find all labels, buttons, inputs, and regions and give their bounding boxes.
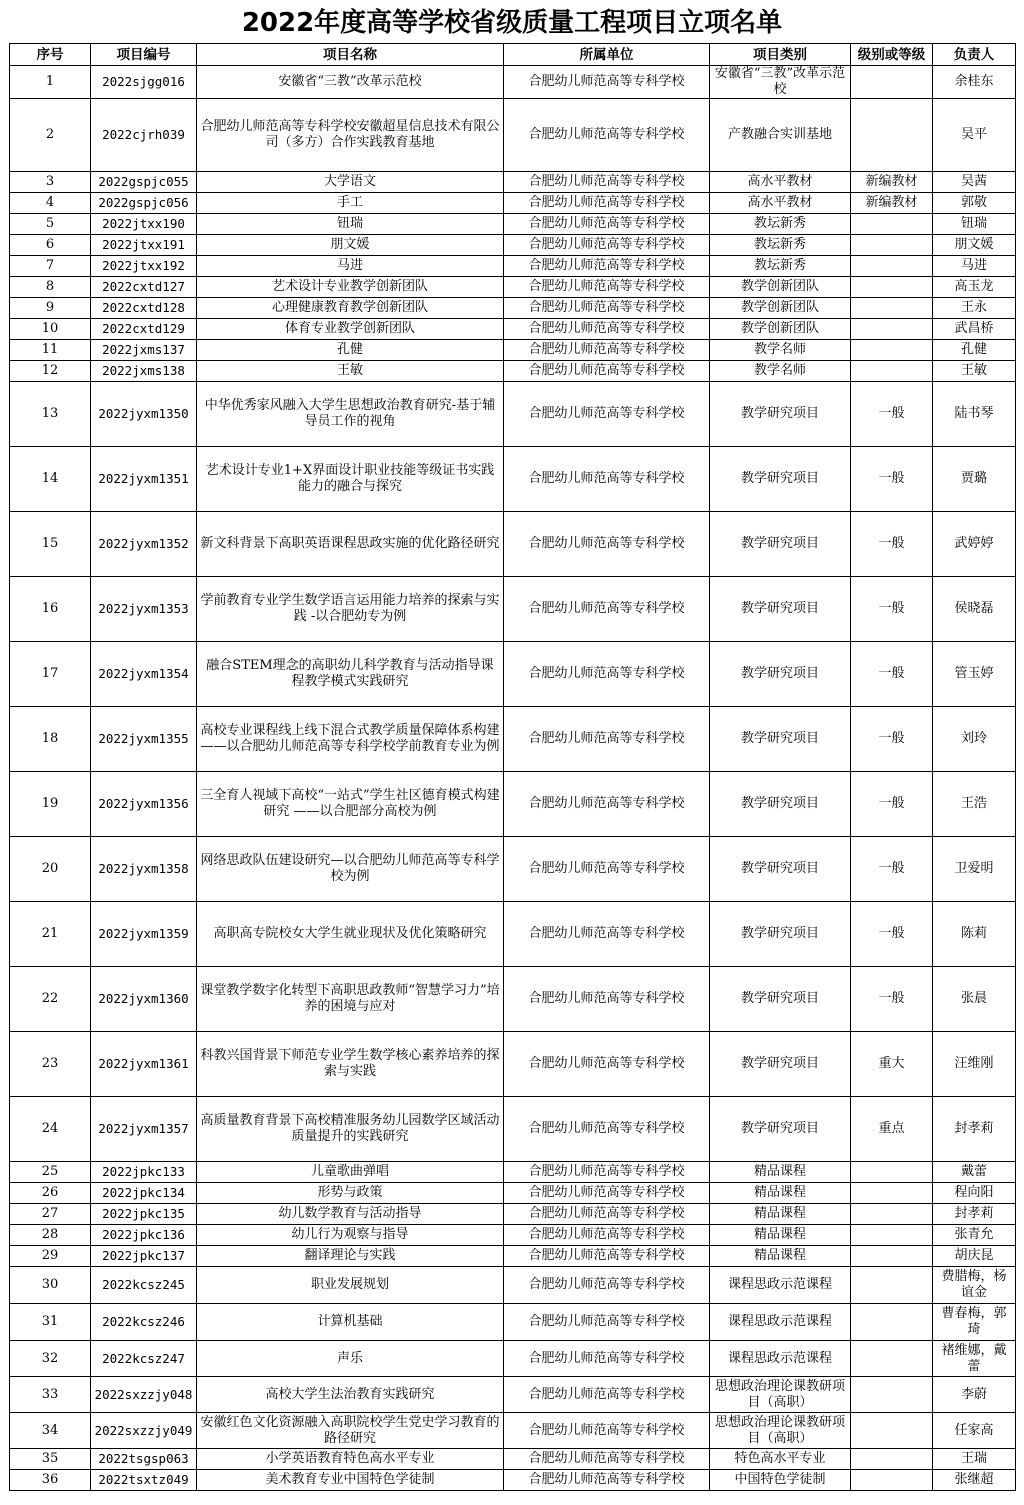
cell-code: 2022jtxx192 — [91, 256, 197, 277]
cell-leader: 王敏 — [933, 361, 1016, 382]
cell-code: 2022jyxm1351 — [91, 447, 197, 512]
cell-unit: 合肥幼儿师范高等专科学校 — [504, 1449, 710, 1470]
cell-no: 33 — [10, 1377, 91, 1413]
cell-name: 形势与政策 — [197, 1183, 504, 1204]
cell-no: 7 — [10, 256, 91, 277]
cell-category: 课程思政示范课程 — [710, 1304, 851, 1341]
cell-level: 重大 — [851, 1032, 933, 1097]
table-row — [10, 837, 1016, 902]
cell-category: 教学名师 — [710, 361, 851, 382]
cell-no: 29 — [10, 1246, 91, 1267]
cell-level: 一般 — [851, 837, 933, 902]
cell-level — [851, 1183, 933, 1204]
cell-leader: 余桂东 — [933, 66, 1016, 99]
cell-category: 课程思政示范课程 — [710, 1341, 851, 1377]
header-code: 项目编号 — [91, 44, 197, 66]
table-row — [10, 447, 1016, 512]
cell-category: 教学创新团队 — [710, 298, 851, 319]
cell-level — [851, 99, 933, 172]
cell-level: 一般 — [851, 577, 933, 642]
cell-leader: 汪维刚 — [933, 1032, 1016, 1097]
table-row — [10, 1183, 1016, 1204]
cell-no: 10 — [10, 319, 91, 340]
cell-unit: 合肥幼儿师范高等专科学校 — [504, 1341, 710, 1377]
cell-name: 王敏 — [197, 361, 504, 382]
cell-code: 2022jyxm1354 — [91, 642, 197, 707]
cell-no: 20 — [10, 837, 91, 902]
cell-no: 2 — [10, 99, 91, 172]
cell-leader: 程向阳 — [933, 1183, 1016, 1204]
cell-unit: 合肥幼儿师范高等专科学校 — [504, 1377, 710, 1413]
cell-no: 18 — [10, 707, 91, 772]
cell-no: 26 — [10, 1183, 91, 1204]
cell-category: 精品课程 — [710, 1246, 851, 1267]
cell-no: 25 — [10, 1162, 91, 1183]
cell-category: 教坛新秀 — [710, 256, 851, 277]
cell-no: 14 — [10, 447, 91, 512]
cell-leader: 张青允 — [933, 1225, 1016, 1246]
cell-name: 高质量教育背景下高校精准服务幼儿园数学区域活动质量提升的实践研究 — [197, 1097, 504, 1162]
cell-category: 高水平教材 — [710, 193, 851, 214]
cell-level — [851, 1341, 933, 1377]
cell-leader: 曹春梅，郭琦 — [933, 1304, 1016, 1341]
table-row — [10, 340, 1016, 361]
cell-no: 16 — [10, 577, 91, 642]
cell-level — [851, 1413, 933, 1449]
cell-leader: 胡庆昆 — [933, 1246, 1016, 1267]
header-unit: 所属单位 — [504, 44, 710, 66]
cell-code: 2022sjgg016 — [91, 66, 197, 99]
cell-no: 17 — [10, 642, 91, 707]
cell-name: 高校大学生法治教育实践研究 — [197, 1377, 504, 1413]
page-title: 2022年度高等学校省级质量工程项目立项名单 — [241, 8, 783, 38]
cell-name: 安徽省“三教”改革示范校 — [197, 66, 504, 99]
cell-unit: 合肥幼儿师范高等专科学校 — [504, 1304, 710, 1341]
cell-level — [851, 214, 933, 235]
cell-name: 三全育人视域下高校“一站式”学生社区德育模式构建研究 ——以合肥部分高校为例 — [197, 772, 504, 837]
cell-no: 36 — [10, 1470, 91, 1491]
cell-unit: 合肥幼儿师范高等专科学校 — [504, 1246, 710, 1267]
cell-category: 教学研究项目 — [710, 447, 851, 512]
cell-no: 13 — [10, 382, 91, 447]
cell-code: 2022jyxm1352 — [91, 512, 197, 577]
cell-unit: 合肥幼儿师范高等专科学校 — [504, 99, 710, 172]
table-row — [10, 172, 1016, 193]
table-row — [10, 235, 1016, 256]
cell-level — [851, 340, 933, 361]
cell-no: 32 — [10, 1341, 91, 1377]
cell-no: 30 — [10, 1267, 91, 1304]
cell-unit: 合肥幼儿师范高等专科学校 — [504, 1204, 710, 1225]
cell-name: 学前教育专业学生数学语言运用能力培养的探索与实践 -以合肥幼专为例 — [197, 577, 504, 642]
cell-code: 2022cxtd128 — [91, 298, 197, 319]
table-row — [10, 319, 1016, 340]
cell-code: 2022jyxm1361 — [91, 1032, 197, 1097]
cell-code: 2022jyxm1357 — [91, 1097, 197, 1162]
cell-code: 2022kcsz245 — [91, 1267, 197, 1304]
cell-category: 精品课程 — [710, 1162, 851, 1183]
cell-category: 高水平教材 — [710, 172, 851, 193]
cell-category: 精品课程 — [710, 1225, 851, 1246]
cell-no: 12 — [10, 361, 91, 382]
cell-name: 职业发展规划 — [197, 1267, 504, 1304]
cell-no: 34 — [10, 1413, 91, 1449]
project-table — [9, 43, 1016, 1491]
cell-name: 中华优秀家风融入大学生思想政治教育研究-基于辅导员工作的视角 — [197, 382, 504, 447]
cell-category: 教学研究项目 — [710, 512, 851, 577]
cell-name: 计算机基础 — [197, 1304, 504, 1341]
cell-leader: 高玉龙 — [933, 277, 1016, 298]
cell-code: 2022tsxtz049 — [91, 1470, 197, 1491]
table-row — [10, 256, 1016, 277]
cell-name: 幼儿数学教育与活动指导 — [197, 1204, 504, 1225]
cell-category: 教学研究项目 — [710, 1032, 851, 1097]
cell-name: 心理健康教育教学创新团队 — [197, 298, 504, 319]
cell-name: 马进 — [197, 256, 504, 277]
cell-code: 2022gspjc056 — [91, 193, 197, 214]
cell-code: 2022jyxm1355 — [91, 707, 197, 772]
cell-name: 艺术设计专业教学创新团队 — [197, 277, 504, 298]
cell-level: 一般 — [851, 967, 933, 1032]
cell-leader: 侯晓磊 — [933, 577, 1016, 642]
cell-no: 5 — [10, 214, 91, 235]
cell-leader: 封孝莉 — [933, 1097, 1016, 1162]
cell-no: 1 — [10, 66, 91, 99]
cell-unit: 合肥幼儿师范高等专科学校 — [504, 447, 710, 512]
table-row — [10, 66, 1016, 99]
header-category: 项目类别 — [710, 44, 851, 66]
cell-level — [851, 1267, 933, 1304]
cell-level — [851, 319, 933, 340]
table-row — [10, 298, 1016, 319]
table-row — [10, 1032, 1016, 1097]
cell-leader: 陆书琴 — [933, 382, 1016, 447]
cell-category: 教坛新秀 — [710, 214, 851, 235]
cell-name: 钮瑞 — [197, 214, 504, 235]
cell-category: 精品课程 — [710, 1204, 851, 1225]
cell-category: 产教融合实训基地 — [710, 99, 851, 172]
cell-level: 新编教材 — [851, 172, 933, 193]
cell-category: 思想政治理论课教研项目（高职） — [710, 1377, 851, 1413]
cell-code: 2022jpkc133 — [91, 1162, 197, 1183]
table-row — [10, 1341, 1016, 1377]
cell-name: 朋文媛 — [197, 235, 504, 256]
cell-unit: 合肥幼儿师范高等专科学校 — [504, 1225, 710, 1246]
cell-unit: 合肥幼儿师范高等专科学校 — [504, 1470, 710, 1491]
cell-level — [851, 1246, 933, 1267]
cell-code: 2022jpkc136 — [91, 1225, 197, 1246]
cell-level — [851, 256, 933, 277]
cell-code: 2022cjrh039 — [91, 99, 197, 172]
table-header-row — [10, 44, 1016, 66]
cell-code: 2022jpkc137 — [91, 1246, 197, 1267]
cell-code: 2022jyxm1356 — [91, 772, 197, 837]
cell-unit: 合肥幼儿师范高等专科学校 — [504, 1413, 710, 1449]
cell-category: 教学研究项目 — [710, 642, 851, 707]
cell-level: 新编教材 — [851, 193, 933, 214]
cell-category: 教学创新团队 — [710, 277, 851, 298]
cell-code: 2022jyxm1350 — [91, 382, 197, 447]
cell-category: 教学研究项目 — [710, 902, 851, 967]
cell-unit: 合肥幼儿师范高等专科学校 — [504, 1162, 710, 1183]
cell-code: 2022jyxm1358 — [91, 837, 197, 902]
cell-level — [851, 235, 933, 256]
cell-name: 美术教育专业中国特色学徒制 — [197, 1470, 504, 1491]
cell-code: 2022jpkc135 — [91, 1204, 197, 1225]
cell-leader: 武昌桥 — [933, 319, 1016, 340]
cell-unit: 合肥幼儿师范高等专科学校 — [504, 772, 710, 837]
table-row — [10, 1377, 1016, 1413]
table-row — [10, 1162, 1016, 1183]
table-row — [10, 1097, 1016, 1162]
cell-category: 教学名师 — [710, 340, 851, 361]
cell-name: 合肥幼儿师范高等专科学校安徽超星信息技术有限公司（多方）合作实践教育基地 — [197, 99, 504, 172]
cell-leader: 王浩 — [933, 772, 1016, 837]
cell-code: 2022jpkc134 — [91, 1183, 197, 1204]
table-row — [10, 1470, 1016, 1491]
header-level: 级别或等级 — [851, 44, 933, 66]
cell-unit: 合肥幼儿师范高等专科学校 — [504, 172, 710, 193]
cell-leader: 武婷婷 — [933, 512, 1016, 577]
cell-level: 重点 — [851, 1097, 933, 1162]
cell-level — [851, 298, 933, 319]
cell-no: 4 — [10, 193, 91, 214]
table-row — [10, 1204, 1016, 1225]
table-row — [10, 382, 1016, 447]
cell-category: 特色高水平专业 — [710, 1449, 851, 1470]
cell-leader: 李蔚 — [933, 1377, 1016, 1413]
cell-leader: 陈莉 — [933, 902, 1016, 967]
cell-code: 2022jxms137 — [91, 340, 197, 361]
table-body — [10, 66, 1016, 1491]
cell-category: 思想政治理论课教研项目（高职） — [710, 1413, 851, 1449]
cell-leader: 孔健 — [933, 340, 1016, 361]
table-row — [10, 214, 1016, 235]
cell-level — [851, 361, 933, 382]
cell-unit: 合肥幼儿师范高等专科学校 — [504, 1183, 710, 1204]
cell-no: 22 — [10, 967, 91, 1032]
cell-unit: 合肥幼儿师范高等专科学校 — [504, 235, 710, 256]
cell-name: 幼儿行为观察与指导 — [197, 1225, 504, 1246]
cell-leader: 褚维娜，戴蕾 — [933, 1341, 1016, 1377]
table-row — [10, 1267, 1016, 1304]
cell-code: 2022jxms138 — [91, 361, 197, 382]
cell-category: 课程思政示范课程 — [710, 1267, 851, 1304]
cell-code: 2022tsgsp063 — [91, 1449, 197, 1470]
cell-unit: 合肥幼儿师范高等专科学校 — [504, 340, 710, 361]
cell-unit: 合肥幼儿师范高等专科学校 — [504, 1097, 710, 1162]
cell-level — [851, 277, 933, 298]
cell-level — [851, 1225, 933, 1246]
cell-unit: 合肥幼儿师范高等专科学校 — [504, 382, 710, 447]
cell-leader: 刘玲 — [933, 707, 1016, 772]
cell-level: 一般 — [851, 642, 933, 707]
header-name: 项目名称 — [197, 44, 504, 66]
cell-level — [851, 1377, 933, 1413]
cell-name: 新文科背景下高职英语课程思政实施的优化路径研究 — [197, 512, 504, 577]
cell-name: 儿童歌曲弹唱 — [197, 1162, 504, 1183]
table-row — [10, 361, 1016, 382]
cell-code: 2022sxzzjy048 — [91, 1377, 197, 1413]
cell-code: 2022cxtd129 — [91, 319, 197, 340]
cell-category: 教学研究项目 — [710, 967, 851, 1032]
table-row — [10, 1413, 1016, 1449]
table-row — [10, 772, 1016, 837]
cell-leader: 郭敬 — [933, 193, 1016, 214]
table-row — [10, 512, 1016, 577]
cell-name: 声乐 — [197, 1341, 504, 1377]
cell-level — [851, 1449, 933, 1470]
table-row — [10, 902, 1016, 967]
cell-name: 高校专业课程线上线下混合式教学质量保障体系构建——以合肥幼儿师范高等专科学校学前教育专业为例 — [197, 707, 504, 772]
cell-category: 教学研究项目 — [710, 1097, 851, 1162]
table-row — [10, 967, 1016, 1032]
cell-unit: 合肥幼儿师范高等专科学校 — [504, 577, 710, 642]
table-row — [10, 1304, 1016, 1341]
cell-level: 一般 — [851, 382, 933, 447]
cell-unit: 合肥幼儿师范高等专科学校 — [504, 319, 710, 340]
cell-level: 一般 — [851, 772, 933, 837]
cell-unit: 合肥幼儿师范高等专科学校 — [504, 361, 710, 382]
cell-leader: 费腊梅，杨谊金 — [933, 1267, 1016, 1304]
cell-unit: 合肥幼儿师范高等专科学校 — [504, 277, 710, 298]
cell-level: 一般 — [851, 447, 933, 512]
cell-unit: 合肥幼儿师范高等专科学校 — [504, 66, 710, 99]
cell-leader: 张继超 — [933, 1470, 1016, 1491]
cell-no: 23 — [10, 1032, 91, 1097]
cell-unit: 合肥幼儿师范高等专科学校 — [504, 902, 710, 967]
cell-leader: 卫爱明 — [933, 837, 1016, 902]
cell-name: 艺术设计专业1+X界面设计职业技能等级证书实践能力的融合与探究 — [197, 447, 504, 512]
cell-unit: 合肥幼儿师范高等专科学校 — [504, 642, 710, 707]
cell-name: 高职高专院校女大学生就业现状及优化策略研究 — [197, 902, 504, 967]
cell-no: 35 — [10, 1449, 91, 1470]
cell-unit: 合肥幼儿师范高等专科学校 — [504, 512, 710, 577]
cell-unit: 合肥幼儿师范高等专科学校 — [504, 298, 710, 319]
cell-category: 教学研究项目 — [710, 577, 851, 642]
cell-leader: 王瑞 — [933, 1449, 1016, 1470]
cell-name: 小学英语教育特色高水平专业 — [197, 1449, 504, 1470]
cell-code: 2022cxtd127 — [91, 277, 197, 298]
cell-name: 大学语文 — [197, 172, 504, 193]
cell-level — [851, 66, 933, 99]
cell-category: 精品课程 — [710, 1183, 851, 1204]
cell-code: 2022gspjc055 — [91, 172, 197, 193]
cell-no: 19 — [10, 772, 91, 837]
cell-name: 安徽红色文化资源融入高职院校学生党史学习教育的路径研究 — [197, 1413, 504, 1449]
cell-unit: 合肥幼儿师范高等专科学校 — [504, 256, 710, 277]
table-row — [10, 642, 1016, 707]
cell-name: 手工 — [197, 193, 504, 214]
cell-unit: 合肥幼儿师范高等专科学校 — [504, 1032, 710, 1097]
table-row — [10, 1225, 1016, 1246]
cell-code: 2022kcsz246 — [91, 1304, 197, 1341]
cell-leader: 封孝莉 — [933, 1204, 1016, 1225]
cell-no: 28 — [10, 1225, 91, 1246]
cell-leader: 贾璐 — [933, 447, 1016, 512]
cell-name: 网络思政队伍建设研究—以合肥幼儿师范高等专科学校为例 — [197, 837, 504, 902]
cell-code: 2022jtxx190 — [91, 214, 197, 235]
cell-no: 8 — [10, 277, 91, 298]
cell-level — [851, 1204, 933, 1225]
cell-no: 11 — [10, 340, 91, 361]
cell-unit: 合肥幼儿师范高等专科学校 — [504, 214, 710, 235]
cell-level: 一般 — [851, 512, 933, 577]
table-row — [10, 193, 1016, 214]
cell-name: 孔健 — [197, 340, 504, 361]
table-row — [10, 1449, 1016, 1470]
cell-category: 教坛新秀 — [710, 235, 851, 256]
cell-leader: 任家高 — [933, 1413, 1016, 1449]
cell-category: 中国特色学徒制 — [710, 1470, 851, 1491]
cell-code: 2022jtxx191 — [91, 235, 197, 256]
cell-no: 6 — [10, 235, 91, 256]
table-row — [10, 99, 1016, 172]
table-row — [10, 707, 1016, 772]
cell-leader: 朋文媛 — [933, 235, 1016, 256]
cell-category: 安徽省“三教”改革示范校 — [710, 66, 851, 99]
cell-name: 体育专业教学创新团队 — [197, 319, 504, 340]
cell-name: 科教兴国背景下师范专业学生数学核心素养培养的探索与实践 — [197, 1032, 504, 1097]
cell-leader: 戴蕾 — [933, 1162, 1016, 1183]
cell-no: 9 — [10, 298, 91, 319]
cell-no: 31 — [10, 1304, 91, 1341]
cell-code: 2022sxzzjy049 — [91, 1413, 197, 1449]
cell-code: 2022jyxm1359 — [91, 902, 197, 967]
cell-level: 一般 — [851, 902, 933, 967]
cell-category: 教学研究项目 — [710, 837, 851, 902]
cell-leader: 钮瑞 — [933, 214, 1016, 235]
header-no: 序号 — [10, 44, 91, 66]
cell-leader: 马进 — [933, 256, 1016, 277]
cell-no: 21 — [10, 902, 91, 967]
cell-no: 15 — [10, 512, 91, 577]
cell-leader: 张晨 — [933, 967, 1016, 1032]
cell-no: 24 — [10, 1097, 91, 1162]
cell-level — [851, 1304, 933, 1341]
cell-name: 翻译理论与实践 — [197, 1246, 504, 1267]
cell-unit: 合肥幼儿师范高等专科学校 — [504, 967, 710, 1032]
cell-code: 2022kcsz247 — [91, 1341, 197, 1377]
cell-no: 3 — [10, 172, 91, 193]
cell-leader: 吴平 — [933, 99, 1016, 172]
cell-leader: 王永 — [933, 298, 1016, 319]
cell-unit: 合肥幼儿师范高等专科学校 — [504, 193, 710, 214]
cell-unit: 合肥幼儿师范高等专科学校 — [504, 837, 710, 902]
cell-code: 2022jyxm1360 — [91, 967, 197, 1032]
cell-level: 一般 — [851, 707, 933, 772]
table-row — [10, 1246, 1016, 1267]
cell-leader: 吴茜 — [933, 172, 1016, 193]
cell-name: 课堂教学数字化转型下高职思政教师“智慧学习力”培养的困境与应对 — [197, 967, 504, 1032]
table-row — [10, 577, 1016, 642]
cell-code: 2022jyxm1353 — [91, 577, 197, 642]
cell-name: 融合STEM理念的高职幼儿科学教育与活动指导课程教学模式实践研究 — [197, 642, 504, 707]
table-row — [10, 277, 1016, 298]
cell-no: 27 — [10, 1204, 91, 1225]
header-leader: 负责人 — [933, 44, 1016, 66]
cell-category: 教学创新团队 — [710, 319, 851, 340]
cell-unit: 合肥幼儿师范高等专科学校 — [504, 707, 710, 772]
cell-unit: 合肥幼儿师范高等专科学校 — [504, 1267, 710, 1304]
cell-category: 教学研究项目 — [710, 772, 851, 837]
cell-category: 教学研究项目 — [710, 707, 851, 772]
cell-level — [851, 1470, 933, 1491]
cell-category: 教学研究项目 — [710, 382, 851, 447]
cell-leader: 管玉婷 — [933, 642, 1016, 707]
cell-level — [851, 1162, 933, 1183]
